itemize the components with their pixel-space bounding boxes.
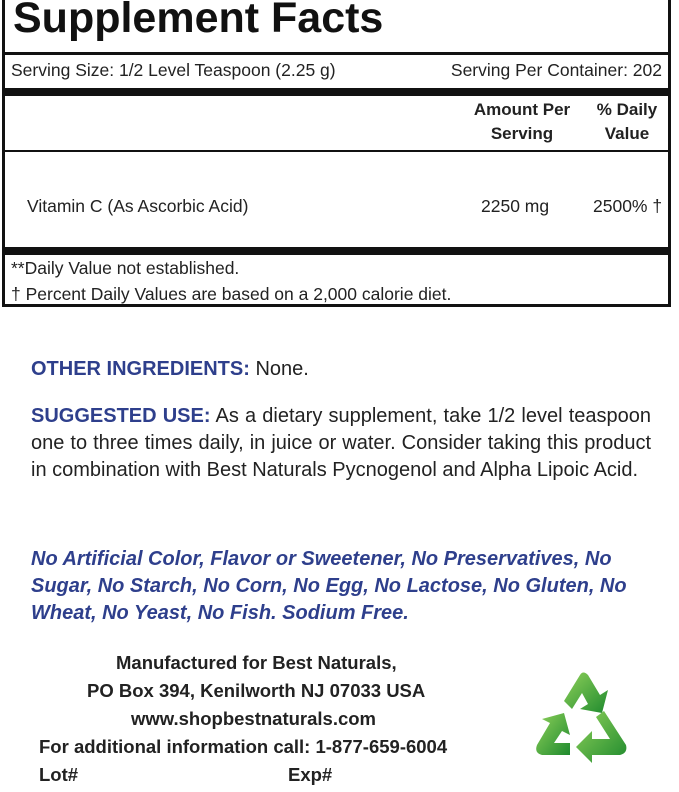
nutrient-amount: 2250 mg <box>481 196 550 216</box>
serving-size: Serving Size: 1/2 Level Teaspoon (2.25 g) <box>11 60 336 80</box>
manufacturer-website: www.shopbestnaturals.com <box>131 708 376 729</box>
suggested-use <box>31 403 651 484</box>
free-from-claims: No Artificial Color, Flavor or Sweetener, No Preservatives, No Sugar, No Starch, No Corn, No Egg, No Lactose, No Gluten, No Wheat, No Yeast, No Fish. Sodium Free. <box>31 548 627 624</box>
manufacturer-line1: Manufactured for Best Naturals, <box>116 652 397 673</box>
suggested-use-text: As a dietary supplement, take 1/2 level teaspoon one to three times daily, in juice or water. Consider taking this product in combination with Best Naturals Pycnogenol and Alpha Lipoic Acid. <box>31 405 651 481</box>
column-header-amount <box>459 98 585 146</box>
divider <box>5 52 668 55</box>
column-header-dv-line2: Value <box>604 124 650 143</box>
facts-title: Supplement Facts <box>13 0 384 42</box>
column-header-amount-line1: Amount Per <box>473 100 571 119</box>
recycle-icon <box>530 667 634 763</box>
thick-divider <box>5 88 668 96</box>
nutrient-name: Vitamin C (As Ascorbic Acid) <box>27 196 249 216</box>
divider <box>5 150 668 152</box>
manufacturer-address: PO Box 394, Kenilworth NJ 07033 USA <box>87 680 426 701</box>
lot-label: Lot# <box>39 764 79 785</box>
column-header-dv-line1: % Daily <box>596 100 658 119</box>
column-header-amount-line2: Serving <box>490 124 554 143</box>
nutrient-daily-value: 2500% † <box>593 196 663 216</box>
manufacturer-phone: For additional information call: 1-877-659-6004 <box>39 736 448 757</box>
other-ingredients <box>31 356 651 383</box>
servings-per-container: Serving Per Container: 202 <box>450 60 662 80</box>
other-ingredients-text: None. <box>255 358 309 380</box>
thick-divider <box>5 247 668 255</box>
footnote-daily-value: **Daily Value not established. <box>11 258 240 278</box>
column-header-daily-value <box>587 98 667 146</box>
supplement-facts-panel <box>2 0 671 307</box>
suggested-use-label: SUGGESTED USE: <box>31 405 211 427</box>
footnote-percent-basis: † Percent Daily Values are based on a 2,000 calorie diet. <box>11 284 452 304</box>
other-ingredients-label: OTHER INGREDIENTS: <box>31 358 250 380</box>
exp-label: Exp# <box>288 764 333 785</box>
